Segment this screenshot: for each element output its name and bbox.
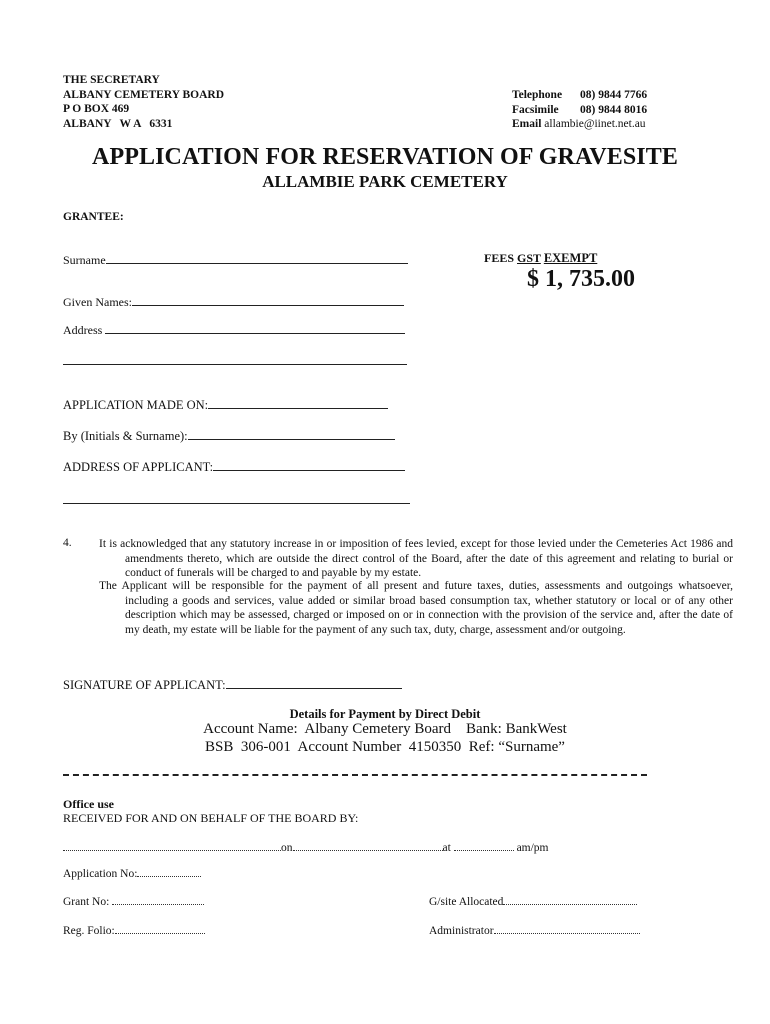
payment-line-1: Account Name: Albany Cemetery Board Bank: BankWest: [203, 721, 567, 737]
telephone-label: Telephone: [512, 89, 563, 101]
by-line[interactable]: [188, 439, 395, 440]
contact-block: [512, 88, 647, 132]
administrator-label: Administrator: [429, 925, 494, 937]
at-label: at: [442, 842, 451, 854]
exempt-word: EXEMPT: [543, 251, 598, 265]
administrator-dots[interactable]: [494, 933, 640, 934]
received-date-dots[interactable]: [293, 850, 443, 851]
address-line-1[interactable]: [105, 333, 405, 334]
application-no-row[interactable]: [63, 868, 201, 880]
applicant-address-label: ADDRESS OF APPLICANT:: [63, 460, 214, 474]
address-line-2[interactable]: [63, 364, 407, 365]
email-value: allambie@iinet.net.au: [544, 118, 646, 130]
telephone-value: 08) 9844 7766: [580, 89, 648, 101]
surname-label: Surname: [63, 253, 106, 267]
address-field[interactable]: [63, 323, 405, 338]
application-made-on-line[interactable]: [208, 408, 388, 409]
by-field[interactable]: [63, 429, 395, 444]
grant-no-dots[interactable]: [112, 904, 204, 905]
gst-word: GST: [517, 251, 541, 265]
page-title: APPLICATION FOR RESERVATION OF GRAVESITE: [92, 144, 678, 170]
application-no-label: Application No:: [63, 868, 138, 880]
surname-line[interactable]: [106, 263, 408, 264]
application-made-on-field[interactable]: [63, 398, 388, 413]
signature-field[interactable]: [63, 678, 402, 693]
address-line: P O BOX 469: [63, 103, 130, 115]
received-by-dots[interactable]: [63, 850, 281, 851]
address-line: THE SECRETARY: [63, 74, 160, 86]
received-time-dots[interactable]: [454, 850, 514, 851]
gsite-label: G/site Allocated: [429, 896, 504, 908]
separator: [63, 774, 647, 776]
on-label: on: [281, 842, 293, 854]
received-by-row[interactable]: [63, 842, 549, 854]
facsimile-value: 08) 9844 8016: [580, 103, 648, 116]
ampm-label: am/pm: [516, 842, 549, 854]
address-label: Address: [63, 323, 103, 337]
fees-word: FEES: [484, 251, 515, 265]
signature-label: SIGNATURE OF APPLICANT:: [63, 678, 226, 692]
applicant-address-line-2[interactable]: [63, 503, 410, 504]
reg-folio-dots[interactable]: [115, 933, 205, 934]
facsimile-label: Facsimile: [512, 103, 559, 116]
address-line: ALBANY W A 6331: [63, 117, 173, 130]
gsite-row[interactable]: [429, 896, 637, 908]
administrator-row[interactable]: [429, 925, 640, 937]
grant-no-row[interactable]: [63, 896, 204, 908]
by-label: By (Initials & Surname):: [63, 429, 188, 443]
applicant-address-field[interactable]: [63, 460, 405, 475]
payment-heading: Details for Payment by Direct Debit: [289, 707, 481, 721]
grantee-label: GRANTEE:: [63, 211, 124, 223]
fee-amount: $ 1, 735.00: [527, 266, 635, 292]
application-no-dots[interactable]: [137, 876, 201, 877]
reg-folio-row[interactable]: [63, 925, 205, 937]
page-subtitle: ALLAMBIE PARK CEMETERY: [262, 172, 508, 191]
reg-folio-label: Reg. Folio:: [63, 925, 115, 937]
clause-para-2: The Applicant will be responsible for the payment of all present and future taxes, duties, assessments and outgoings whatsoever, including a goods and services, value added or similar broad based consumption tax, whether statutory or local or of any other description which may be assessed, charged or imposed on or in connection with the provision of the service and, after the date of my death, my estate will be liable for the payment of any such tax, duty, charge, assessment and/or outgoing.: [99, 580, 733, 636]
payment-line-2: BSB 306-001 Account Number 4150350 Ref: “Surname”: [205, 739, 565, 755]
application-made-on-label: APPLICATION MADE ON:: [63, 398, 209, 412]
grant-no-label: Grant No:: [63, 896, 110, 908]
clause-para-1: It is acknowledged that any statutory increase in or imposition of fees levied, except for those levied under the Cemeteries Act 1986 and amendments thereto, which are outside the direct control of the Board, after the date of this agreement and relating to burial or conduct of funerals will be charged to and payable by my estate.: [99, 538, 733, 579]
clause-number: 4.: [63, 537, 72, 549]
email-label: Email: [512, 118, 542, 130]
office-use-label: Office use: [63, 797, 114, 811]
received-label: RECEIVED FOR AND ON BEHALF OF THE BOARD BY:: [63, 811, 359, 825]
given-names-line[interactable]: [132, 305, 404, 306]
surname-field[interactable]: [63, 253, 408, 268]
applicant-address-line[interactable]: [213, 470, 405, 471]
address-line: ALBANY CEMETERY BOARD: [63, 88, 225, 101]
given-names-label: Given Names:: [63, 295, 132, 309]
board-address: [63, 73, 224, 131]
fees-label: [484, 251, 597, 266]
signature-line[interactable]: [226, 688, 402, 689]
given-names-field[interactable]: [63, 295, 404, 310]
gsite-dots[interactable]: [503, 904, 637, 905]
